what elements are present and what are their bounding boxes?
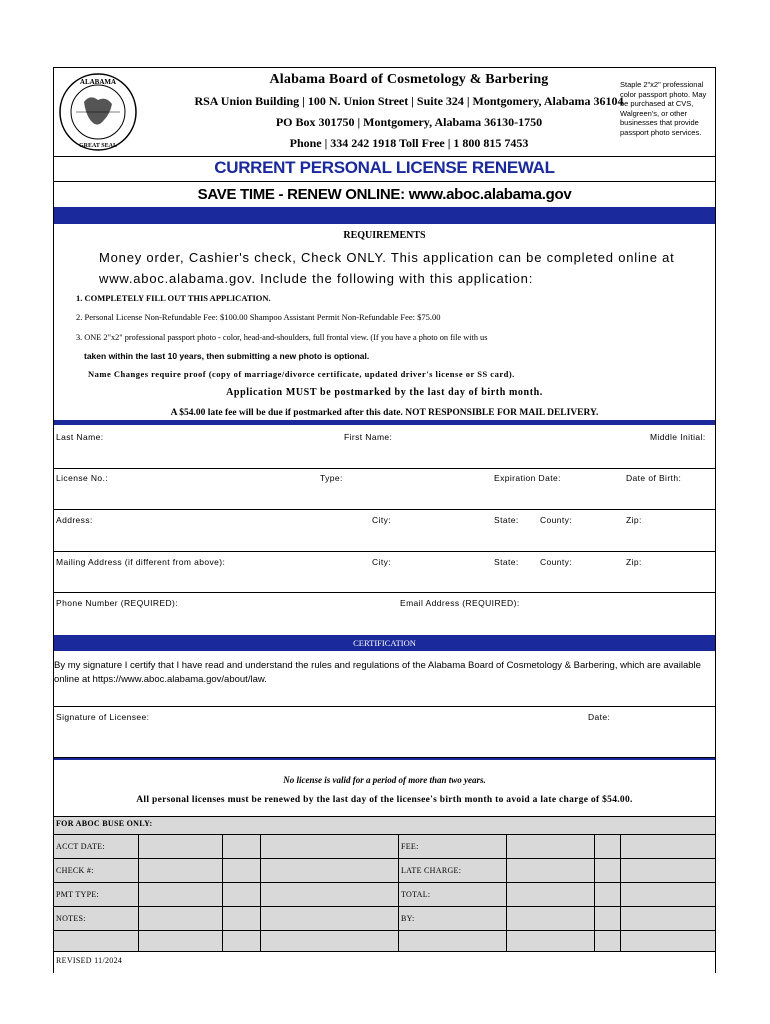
pmt-type-label: PMT TYPE:	[56, 890, 100, 899]
form-header	[54, 68, 715, 157]
divider	[54, 181, 715, 182]
city-label: City:	[372, 515, 391, 525]
form-title: CURRENT PERSONAL LICENSE RENEWAL	[214, 158, 555, 177]
divider	[54, 468, 715, 469]
address-line-1: RSA Union Building | 100 N. Union Street | Suite 324 | Montgomery, Alabama 36104	[194, 94, 624, 108]
mailing-state-label: State:	[494, 557, 519, 567]
accent-bar-thin	[54, 758, 715, 760]
total-label: TOTAL:	[401, 890, 431, 899]
name-change-note: Name Changes require proof (copy of marriage/divorce certificate, updated driver's license or SS card).	[88, 369, 515, 379]
renewal-note: All personal licenses must be renewed by the last day of the licensee's birth month to avoid a late charge of $54.00.	[136, 795, 633, 805]
acct-date-label: ACCT DATE:	[56, 842, 105, 851]
first-name-label: First Name:	[344, 432, 393, 442]
county-label: County:	[540, 515, 573, 525]
office-use-heading: FOR ABOC BUSE ONLY:	[56, 819, 153, 828]
signature-label: Signature of Licensee:	[56, 712, 150, 722]
certification-heading: CERTIFICATION	[54, 635, 715, 651]
date-label: Date:	[588, 712, 611, 722]
org-block	[142, 72, 676, 151]
mailing-address-label: Mailing Address (if different from above):	[56, 557, 226, 567]
dob-label: Date of Birth:	[626, 473, 682, 483]
requirements-line-1: Money order, Cashier's check, Check ONLY. This application can be completed online at	[99, 250, 675, 265]
postmark-note: Application MUST be postmarked by the last day of birth month.	[226, 387, 543, 398]
validity-note: No license is valid for a period of more than two years.	[283, 775, 486, 785]
email-label: Email Address (REQUIRED):	[400, 598, 520, 608]
divider	[54, 706, 715, 707]
address-label: Address:	[56, 515, 93, 525]
late-fee-note: A $54.00 late fee will be due if postmarked after this date. NOT RESPONSIBLE FOR MAIL DELIVERY.	[170, 408, 599, 418]
requirement-item-3-note: taken within the last 10 years, then submitting a new photo is optional.	[84, 351, 370, 361]
license-no-label: License No.:	[56, 473, 109, 483]
phone-label: Phone Number (REQUIRED):	[56, 598, 179, 608]
office-notes-label: NOTES:	[56, 914, 86, 923]
divider	[54, 509, 715, 510]
requirement-item-1: 1. COMPLETELY FILL OUT THIS APPLICATION.	[76, 293, 271, 303]
phone-line: Phone | 334 242 1918 Toll Free | 1 800 815 7453	[289, 136, 529, 150]
seal-bottom-text: GREAT SEAL	[79, 143, 117, 149]
expiration-label: Expiration Date:	[494, 473, 561, 483]
middle-initial-label: Middle Initial:	[650, 432, 706, 442]
check-no-label: CHECK #:	[56, 866, 94, 875]
requirement-item-3: 3. ONE 2"x2" professional passport photo - color, head-and-shoulders, full frontal view. (If you have a photo on file with us	[76, 333, 488, 342]
state-seal-icon	[58, 72, 138, 152]
revised-date: REVISED 11/2024	[56, 956, 123, 965]
photo-instructions: Staple 2"x2" professional color passport photo. May be purchased at CVS, Walgreen's, or other businesses that provide passport photo services.	[620, 80, 707, 137]
office-use-section	[54, 816, 715, 973]
divider	[54, 592, 715, 593]
accent-bar	[54, 207, 715, 224]
state-label: State:	[494, 515, 519, 525]
fee-label: FEE:	[401, 842, 419, 851]
form-subtitle: SAVE TIME - RENEW ONLINE: www.aboc.alabama.gov	[197, 186, 572, 203]
address-line-2: PO Box 301750 | Montgomery, Alabama 36130-1750	[275, 115, 543, 129]
accent-bar-thin	[54, 420, 715, 425]
seal-top-text: ALABAMA	[79, 78, 117, 86]
mailing-city-label: City:	[372, 557, 391, 567]
mailing-zip-label: Zip:	[626, 557, 642, 567]
certification-text: By my signature I certify that I have read and understand the rules and regulations of the Alabama Board of Cosmetology & Barbering, which are available online at https://www.aboc.alabama.gov/about/law.	[54, 660, 701, 685]
requirements-heading: REQUIREMENTS	[343, 230, 426, 241]
type-label: Type:	[320, 473, 343, 483]
renewal-form	[53, 67, 716, 973]
mailing-county-label: County:	[540, 557, 573, 567]
requirements-line-2: www.aboc.alabama.gov. Include the following with this application:	[99, 271, 534, 286]
last-name-label: Last Name:	[56, 432, 104, 442]
divider	[54, 551, 715, 552]
by-label: BY:	[401, 914, 415, 923]
zip-label: Zip:	[626, 515, 642, 525]
requirement-item-2: 2. Personal License Non-Refundable Fee: $100.00 Shampoo Assistant Permit Non-Refundable Fee: $75.00	[76, 312, 441, 322]
late-charge-label: LATE CHARGE:	[401, 866, 462, 875]
org-name: Alabama Board of Cosmetology & Barbering	[269, 72, 549, 87]
